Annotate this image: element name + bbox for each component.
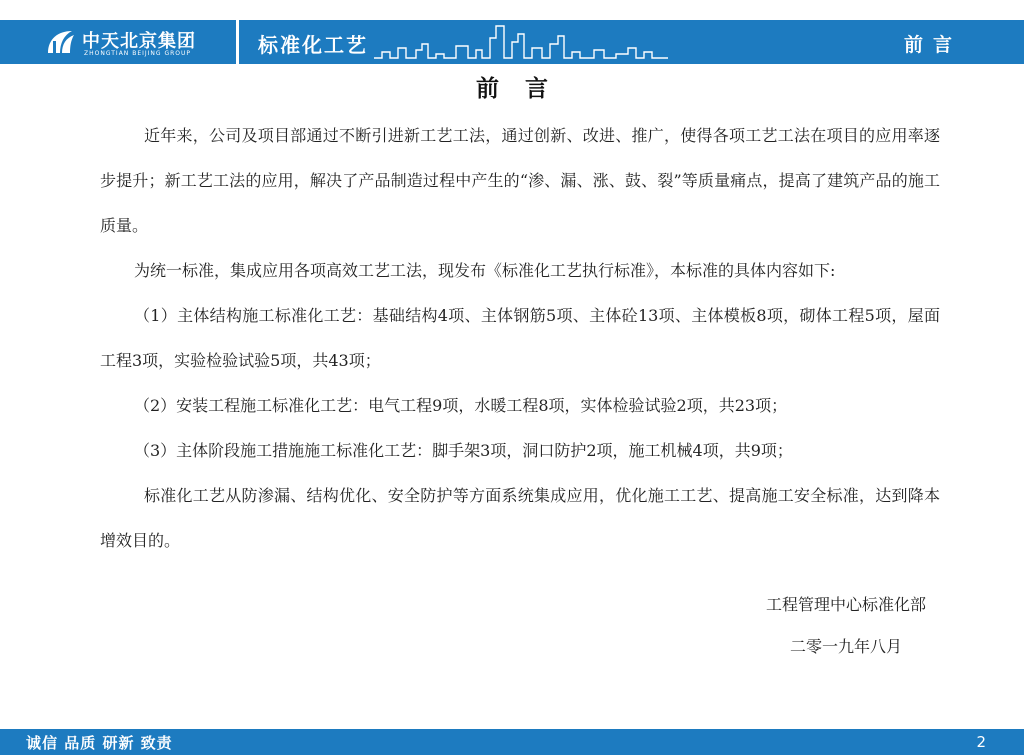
paragraph-intro: 近年来，公司及项目部通过不断引进新工艺工法，通过创新、改进、推广，使得各项工艺工法在项目的应用率逐步提升；新工艺工法的应用，解决了产品制造过程中产生的“渗、漏、涨、鼓、裂”等质量痛点，提高了建筑产品的施工质量。 xyxy=(100,126,940,235)
paragraph-purpose: 为统一标准，集成应用各项高效工艺工法，现发布《标准化工艺执行标准》，本标准的具体内容如下: xyxy=(134,261,836,280)
header-page-title: 前言 xyxy=(903,34,962,56)
signature-block xyxy=(766,584,926,668)
logo-icon xyxy=(44,29,76,55)
paragraph-item-2: （2）安装工程施工标准化工艺：电气工程9项，水暖工程8项，实体检验试验2项，共23项； xyxy=(134,396,788,415)
header-bar xyxy=(0,20,1024,64)
paragraph-item-1: （1）主体结构施工标准化工艺：基础结构4项、主体钢筋5项、主体砼13项、主体模板8项，砌体工程5项，屋面工程3项，实验检验试验5项，共43项； xyxy=(100,306,940,370)
logo-chinese-text: 中天北京集团 xyxy=(82,31,196,52)
logo-english-text: ZHONGTIAN BEIJING GROUP xyxy=(84,50,192,57)
company-logo xyxy=(0,20,239,64)
body-text xyxy=(100,113,940,563)
page-number: 2 xyxy=(976,733,986,751)
signature-date: 二零一九年八月 xyxy=(789,637,902,656)
skyline-decoration xyxy=(372,20,672,64)
page-title: 前言 xyxy=(476,75,574,102)
section-name: 标准化工艺 xyxy=(258,33,368,57)
paragraph-conclusion: 标准化工艺从防渗漏、结构优化、安全防护等方面系统集成应用，优化施工工艺、提高施工安全标准，达到降本增效目的。 xyxy=(100,486,940,550)
footer-slogan: 诚信 品质 研新 致责 xyxy=(26,734,173,752)
footer-bar xyxy=(0,729,1024,755)
signature-department: 工程管理中心标准化部 xyxy=(765,595,926,614)
paragraph-item-3: （3）主体阶段施工措施施工标准化工艺：脚手架3项，洞口防护2项，施工机械4项，共9项； xyxy=(134,441,793,460)
